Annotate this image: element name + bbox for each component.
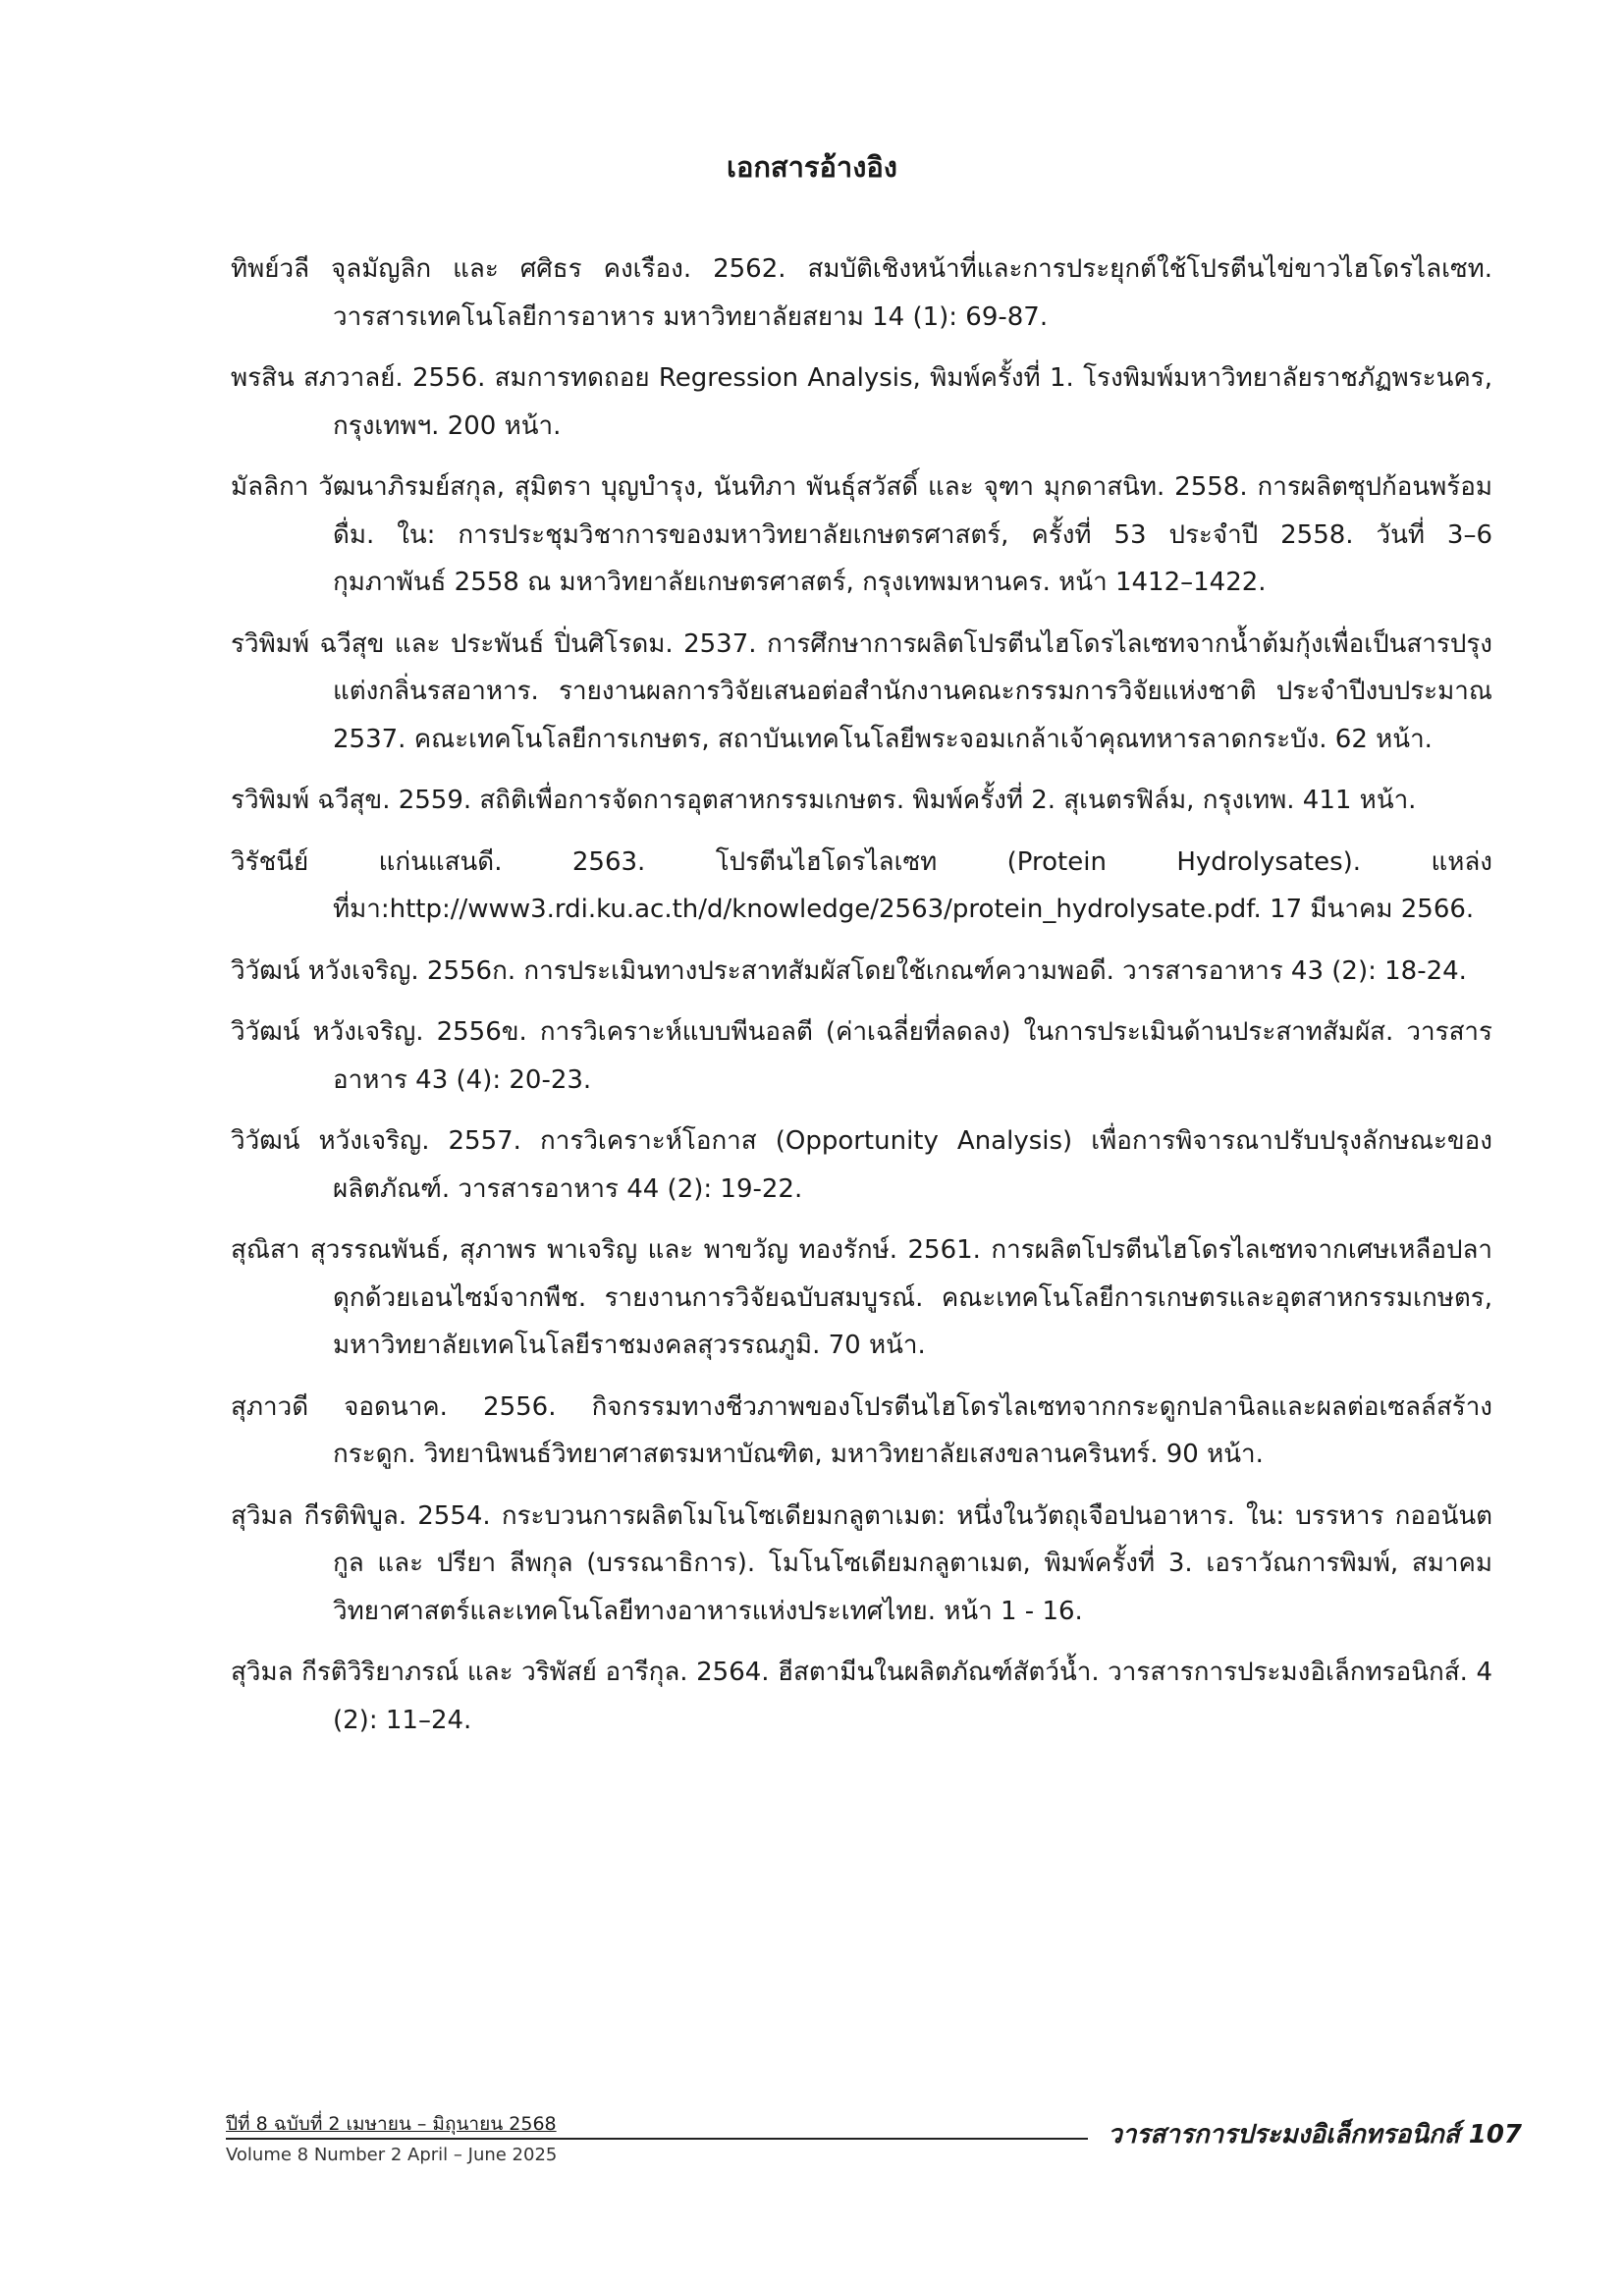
footer-issue-info (226, 2111, 557, 2168)
reference-item: วิวัฒน์ หวังเจริญ. 2556ข. การวิเคราะห์แบบพีนอลตี (ค่าเฉลี่ยที่ลดลง) ในการประเมินด้านประสาทสัมผัส. วารสารอาหาร 43 (4): 20-23. (231, 1017, 1492, 1095)
reference-item: ทิพย์วลี จุลมัญลิก และ ศศิธร คงเรือง. 2562. สมบัติเชิงหน้าที่และการประยุกต์ใช้โปรตีนไข่ขาวไฮโดรไลเซท. วารสารเทคโนโลยีการอาหาร มหาวิทยาลัยสยาม 14 (1): 69-87. (231, 254, 1492, 332)
reference-item: สุภาวดี จอดนาค. 2556. กิจกรรมทางชีวภาพของโปรตีนไฮโดรไลเซทจากกระดูกปลานิลและผลต่อเซลล์สร้างกระดูก. วิทยานิพนธ์วิทยาศาสตรมหาบัณฑิต, มหาวิทยาลัยเสงขลานครินทร์. 90 หน้า. (231, 1391, 1492, 1469)
reference-item: มัลลิกา วัฒนาภิรมย์สกุล, สุมิตรา บุญบำรุง, นันทิภา พันธุ์สวัสดิ์ และ จุฑา มุกดาสนิท. 2558. การผลิตซุปก้อนพร้อมดื่ม. ใน: การประชุมวิชาการของมหาวิทยาลัยเกษตรศาสตร์, ครั้งที่ 53 ประจำปี 2558. วันที่ 3–6 กุมภาพันธ์ 2558 ณ มหาวิทยาลัยเกษตรศาสตร์, กรุงเทพมหานคร. หน้า 1412–1422. (231, 472, 1492, 597)
footer-issue-thai: ปีที่ 8 ฉบับที่ 2 เมษายน – มิถุนายน 2568 (226, 2113, 557, 2135)
reference-item: วิรัชนีย์ แก่นแสนดี. 2563. โปรตีนไฮโดรไลเซท (Protein Hydrolysates). แหล่งที่มา:http://www3.rdi.ku.ac.th/d/knowledge/2563/protein_hydrolysate.pdf. 17 มีนาคม 2566. (231, 846, 1492, 924)
footer-journal-page: วารสารการประมงอิเล็กทรอนิกส์ 107 (1108, 2120, 1522, 2150)
reference-item: รวิพิมพ์ ฉวีสุข และ ประพันธ์ ปิ่นศิโรดม. 2537. การศึกษาการผลิตโปรตีนไฮโดรไลเซทจากน้ำต้มกุ้งเพื่อเป็นสารปรุงแต่งกลิ่นรสอาหาร. รายงานผลการวิจัยเสนอต่อสำนักงานคณะกรรมการวิจัยแห่งชาติ ประจำปีงบประมาณ 2537. คณะเทคโนโลยีการเกษตร, สถาบันเทคโนโลยีพระจอมเกล้าเจ้าคุณทหารลาดกระบัง. 62 หน้า. (231, 628, 1492, 754)
reference-item: สุวิมล กีรติพิบูล. 2554. กระบวนการผลิตโมโนโซเดียมกลูตาเมต: หนึ่งในวัตถุเจือปนอาหาร. ใน: บรรหาร กออนันตกูล และ ปรียา ลีพกุล (บรรณาธิการ). โมโนโซเดียมกลูตาเมต, พิมพ์ครั้งที่ 3. เอราวัณการพิมพ์, สมาคมวิทยาศาสตร์และเทคโนโลยีทางอาหารแห่งประเทศไทย. หน้า 1 - 16. (231, 1500, 1492, 1626)
footer-issue-english: Volume 8 Number 2 April – June 2025 (226, 2145, 558, 2165)
reference-list (231, 245, 1492, 1758)
reference-item: สุณิสา สุวรรณพันธ์, สุภาพร พาเจริญ และ พาขวัญ ทองรักษ์. 2561. การผลิตโปรตีนไฮโดรไลเซทจากเศษเหลือปลาดุกด้วยเอนไซม์จากพืช. รายงานการวิจัยฉบับสมบูรณ์. คณะเทคโนโลยีการเกษตรและอุตสาหกรรมเกษตร, มหาวิทยาลัยเทคโนโลยีราชมงคลสุวรรณภูมิ. 70 หน้า. (231, 1235, 1492, 1360)
reference-item: พรสิน สภวาลย์. 2556. สมการทดถอย Regression Analysis, พิมพ์ครั้งที่ 1. โรงพิมพ์มหาวิทยาลัยราชภัฏพระนคร, กรุงเทพฯ. 200 หน้า. (231, 363, 1492, 441)
reference-item: รวิพิมพ์ ฉวีสุข. 2559. สถิติเพื่อการจัดการอุตสาหกรรมเกษตร. พิมพ์ครั้งที่ 2. สุเนตรฟิล์ม, กรุงเทพ. 411 หน้า. (231, 786, 1417, 815)
reference-item: วิวัฒน์ หวังเจริญ. 2556ก. การประเมินทางประสาทสัมผัสโดยใช้เกณฑ์ความพอดี. วารสารอาหาร 43 (2): 18-24. (231, 955, 1467, 986)
reference-item: วิวัฒน์ หวังเจริญ. 2557. การวิเคราะห์โอกาส (Opportunity Analysis) เพื่อการพิจารณาปรับปรุงลักษณะของผลิตภัณฑ์. วารสารอาหาร 44 (2): 19-22. (231, 1126, 1492, 1204)
footer-divider (226, 2138, 1088, 2140)
reference-item: สุวิมล กีรติวิริยาภรณ์ และ วริพัสย์ อารีกุล. 2564. ฮีสตามีนในผลิตภัณฑ์สัตว์น้ำ. วารสารการประมงอิเล็กทรอนิกส์. 4 (2): 11–24. (231, 1658, 1492, 1735)
page-title: เอกสารอ้างอิง (727, 150, 897, 184)
